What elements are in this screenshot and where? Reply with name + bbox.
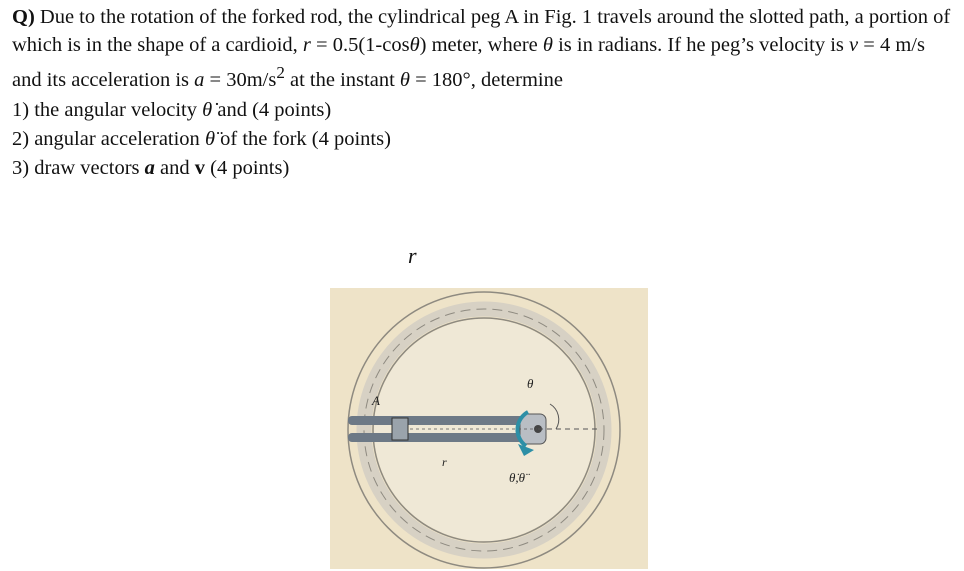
task-1-prefix: 1) the angular velocity bbox=[12, 98, 203, 121]
var-a: a bbox=[194, 68, 205, 91]
cardioid-figure bbox=[330, 288, 648, 569]
question-text-7: at the instant bbox=[284, 68, 400, 91]
task-3-prefix: 3) draw vectors bbox=[12, 156, 145, 179]
theta-ddot-symbol: θ̈ bbox=[204, 127, 216, 150]
rates-label: θ̇,θ̈ bbox=[509, 470, 526, 485]
var-theta-3: θ bbox=[399, 68, 410, 91]
task-item-1 bbox=[12, 96, 957, 125]
question-text-4: is in radians. If he peg’s velocity is bbox=[552, 34, 850, 56]
vector-a-symbol: a bbox=[144, 156, 155, 179]
problem-statement bbox=[12, 3, 957, 183]
question-paragraph bbox=[12, 3, 957, 94]
question-text-6: = 30m/s bbox=[204, 68, 277, 91]
task-1-suffix: and (4 points) bbox=[212, 98, 332, 121]
task-2-prefix: 2) angular acceleration bbox=[12, 127, 205, 150]
var-theta-1: θ bbox=[409, 34, 420, 56]
theta-dot-symbol: θ̇ bbox=[202, 98, 213, 121]
var-theta-2: θ bbox=[542, 34, 553, 56]
fork-lower-prong bbox=[348, 433, 530, 442]
question-text-2: = 0.5(1-cos bbox=[310, 34, 410, 56]
task-list bbox=[12, 96, 957, 183]
task-3-middle: and bbox=[154, 156, 195, 179]
fork-upper-prong bbox=[348, 416, 530, 425]
superscript-2: 2 bbox=[276, 63, 285, 82]
question-label: Q) bbox=[12, 6, 35, 28]
question-text-1: Due to the rotation of the forked rod, the cylindrical peg A in Fig. 1 travels around the slotted path, a portion of which is in the shape of a cardioid, bbox=[12, 6, 951, 56]
cardioid-diagram bbox=[330, 288, 648, 569]
task-item-2 bbox=[12, 125, 957, 154]
peg-a-label: A bbox=[372, 393, 380, 408]
var-r: r bbox=[302, 34, 311, 56]
task-item-3 bbox=[12, 154, 957, 183]
task-2-suffix: of the fork (4 points) bbox=[215, 127, 391, 150]
question-text-3: ) meter, where bbox=[419, 34, 543, 56]
vector-v-symbol: v bbox=[194, 156, 205, 179]
theta-label: θ bbox=[527, 376, 534, 391]
var-v: v bbox=[849, 34, 859, 56]
inner-r-label: r bbox=[442, 455, 447, 469]
question-text-5: = 4 m/s and its acceleration is bbox=[12, 34, 925, 91]
figure-r-label: r bbox=[408, 243, 417, 268]
peg-a bbox=[392, 418, 408, 440]
task-3-suffix: (4 points) bbox=[205, 156, 290, 179]
question-text-8: = 180°, determine bbox=[409, 68, 563, 91]
